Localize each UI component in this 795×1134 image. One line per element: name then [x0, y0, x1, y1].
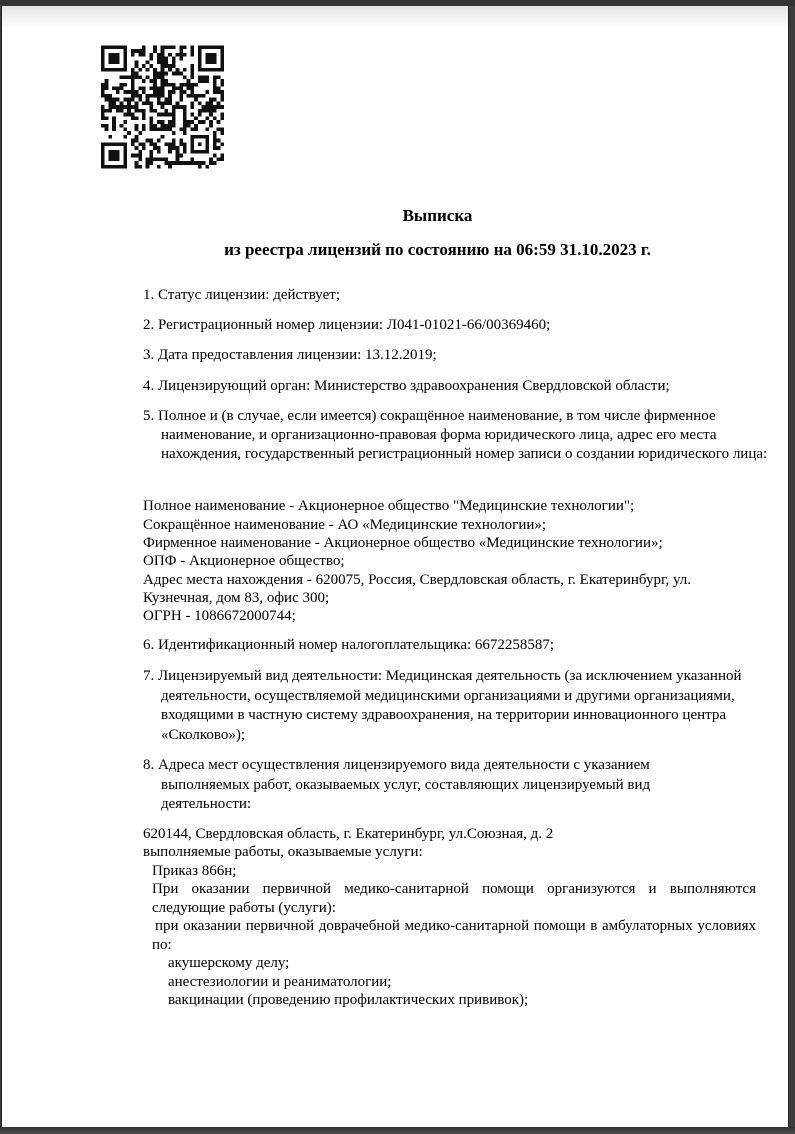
item-licensed-activity: 7. Лицензируемый вид деятельности: Медицинская деятельность (за исключением указанной деятельности, осуществляемой медицинскими организациями и другими организациями, входящими в частную систему здравоохранения, на территории инновационного центра «Сколково»);: [143, 668, 742, 743]
item-registration-number: 2. Регистрационный номер лицензии: Л041-01021-66/00369460;: [143, 317, 551, 333]
org-short-name: Сокращённое наименование - АО «Медицинские технологии»;: [143, 517, 547, 533]
org-legal-form: ОПФ - Акционерное общество;: [143, 553, 345, 569]
item-organization-heading: 5. Полное и (в случае, если имеется) сокращённое наименование, в том числе фирменное наименование, и организационно-правовая форма юридического лица, адрес его места нахождения, государственный регистрационный номер записи о создании юридического лица:: [143, 408, 768, 462]
org-full-name: Полное наименование - Акционерное общество "Медицинские технологии";: [143, 498, 635, 514]
viewer-bottom-bar: [0, 1127, 795, 1134]
service-item: акушерскому делу;: [168, 955, 290, 971]
org-brand-name: Фирменное наименование - Акционерное общество «Медицинские технологии»;: [143, 535, 663, 551]
primary-care-text: При оказании первичной медико-санитарной помощи организуются и выполняются следующие работы (услуги):: [152, 881, 756, 916]
item-activity-addresses: 8. Адреса мест осуществления лицензируемого вида деятельности с указанием выполняемых работ, оказываемых услуг, составляющих лицензируемый вид деятельности:: [143, 757, 651, 812]
order-reference: Приказ 866н;: [152, 863, 237, 879]
page-shadow: [2, 6, 788, 28]
document-title: Выписка: [402, 206, 473, 225]
org-address-line1: Адрес места нахождения - 620075, Россия, Свердловская область, г. Екатеринбург, ул.: [143, 572, 692, 588]
org-ogrn: ОГРН - 1086672000744;: [143, 608, 296, 624]
item-tax-id: 6. Идентификационный номер налогоплательщика: 6672258587;: [143, 637, 555, 653]
document-subtitle: из реестра лицензий по состоянию на 06:59 31.10.2023 г.: [224, 240, 651, 259]
item-licensing-authority: 4. Лицензирующий орган: Министерство здравоохранения Свердловской области;: [143, 378, 670, 394]
service-item: анестезиологии и реаниматологии;: [168, 974, 392, 990]
works-label: выполняемые работы, оказываемые услуги:: [143, 844, 423, 860]
location-address: 620144, Свердловская область, г. Екатеринбург, ул.Союзная, д. 2: [143, 826, 554, 842]
service-item: вакцинации (проведению профилактических прививок);: [168, 992, 529, 1008]
document-page: [1, 6, 789, 1127]
prehospital-care-text: при оказании первичной доврачебной медико-санитарной помощи в амбулаторных условиях по:: [152, 918, 756, 953]
org-address-line2: Кузнечная, дом 83, офис 300;: [143, 590, 330, 606]
item-license-status: 1. Статус лицензии: действует;: [143, 287, 340, 303]
qr-code-icon: [101, 43, 224, 171]
item-issue-date: 3. Дата предоставления лицензии: 13.12.2019;: [143, 347, 437, 363]
